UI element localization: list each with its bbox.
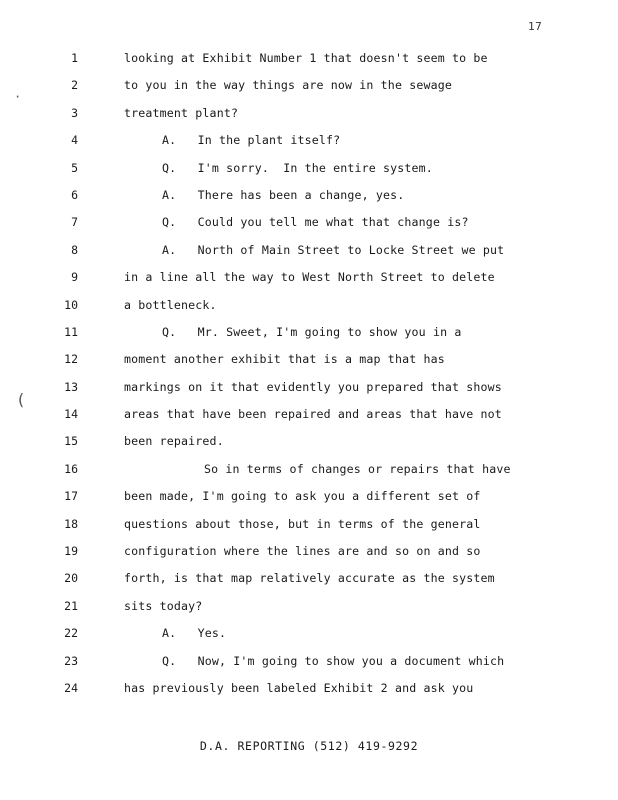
transcript-line [0,182,618,209]
transcript-line [0,155,618,182]
margin-bracket-mark: ( [16,390,26,409]
transcript-line [0,483,618,510]
line-text: to you in the way things are now in the sewage [124,78,452,93]
transcript-line [0,237,618,264]
transcript-line [0,127,618,154]
line-text: been made, I'm going to ask you a different set of [124,489,481,504]
line-number: 4 [71,133,78,148]
transcript-line [0,292,618,319]
line-text: moment another exhibit that is a map that has [124,352,445,367]
transcript-line [0,401,618,428]
reporter-footer: D.A. REPORTING (512) 419-9292 [199,739,419,753]
transcript-line [0,374,618,401]
transcript-line [0,538,618,565]
line-text: been repaired. [124,434,224,449]
line-text: looking at Exhibit Number 1 that doesn't seem to be [124,51,488,65]
page-number: 17 [528,20,543,33]
line-number: 10 [64,297,78,312]
transcript-line [0,675,618,702]
line-number: 6 [71,187,78,202]
line-number: 14 [64,407,78,422]
line-number: 19 [64,544,78,559]
line-number: 1 [71,51,78,65]
line-text: questions about those, but in terms of the general [124,516,481,531]
line-number: 9 [71,270,78,285]
line-text: a bottleneck. [124,297,217,312]
transcript-line [0,648,618,675]
line-number: 18 [64,516,78,531]
transcript-line [0,72,618,99]
transcript-line [0,565,618,592]
line-text: A. Yes. [162,626,227,641]
line-text: areas that have been repaired and areas that have not [124,407,502,422]
line-text: in a line all the way to West North Street to delete [124,270,495,285]
line-number: 8 [71,242,78,257]
line-text: Q. Could you tell me what that change is? [162,215,469,230]
line-text: Q. I'm sorry. In the entire system. [162,160,433,175]
transcript-body [0,45,618,702]
transcript-line [0,346,618,373]
line-text: forth, is that map relatively accurate as the system [124,571,495,586]
line-text: Q. Now, I'm going to show you a document which [162,653,505,668]
line-number: 12 [64,352,78,367]
line-number: 22 [64,626,78,641]
transcript-line [0,100,618,127]
transcript-line [0,264,618,291]
line-text: So in terms of changes or repairs that have [204,461,511,476]
line-text: has previously been labeled Exhibit 2 and ask you [124,680,474,695]
line-text: A. In the plant itself? [162,133,341,148]
line-number: 17 [64,489,78,504]
line-text: A. North of Main Street to Locke Street we put [162,242,505,257]
line-number: 23 [64,653,78,668]
line-number: 15 [64,434,78,449]
line-number: 16 [64,461,78,476]
line-text: A. There has been a change, yes. [162,187,405,202]
line-number: 5 [71,160,78,175]
line-text: Q. Mr. Sweet, I'm going to show you in a [162,324,462,339]
line-number: 21 [64,598,78,613]
line-number: 11 [64,324,78,339]
transcript-line [0,593,618,620]
transcript-line [0,45,618,72]
line-number: 7 [71,215,78,230]
line-text: markings on it that evidently you prepared that shows [124,379,502,394]
transcript-line [0,428,618,455]
line-text: sits today? [124,598,203,613]
transcript-line [0,209,618,236]
line-number: 20 [64,571,78,586]
line-text: configuration where the lines are and so on and so [124,544,481,559]
line-text: treatment plant? [124,105,239,120]
margin-speck-mark: · [14,90,22,104]
line-number: 24 [64,680,78,695]
transcript-line [0,319,618,346]
transcript-line [0,620,618,647]
line-number: 2 [71,78,78,93]
line-number: 3 [71,105,78,120]
transcript-line [0,456,618,483]
transcript-line [0,511,618,538]
line-number: 13 [64,379,78,394]
